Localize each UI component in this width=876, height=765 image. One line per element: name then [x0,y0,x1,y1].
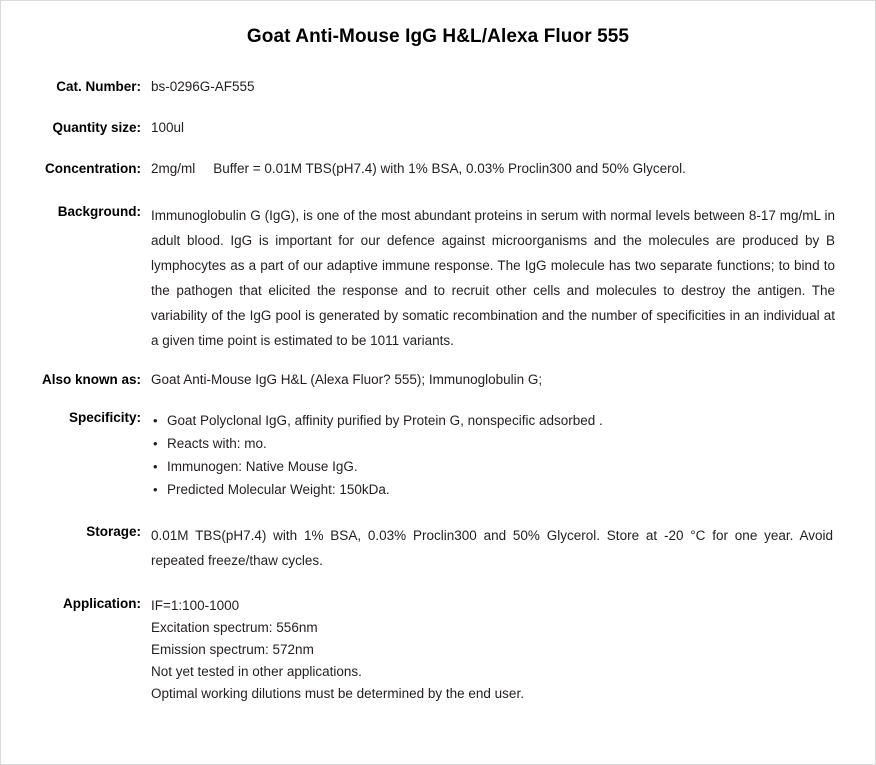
label-specificity: Specificity: [68,410,141,425]
value-concentration [151,160,855,178]
list-item: • Immunogen: Native Mouse IgG. [151,455,855,478]
specificity-list [151,409,855,501]
field-row-specificity [11,409,855,501]
application-line: Not yet tested in other applications. [151,664,362,679]
field-row-application [11,595,855,705]
field-row-storage [11,523,855,573]
value-storage: 0.01M TBS(pH7.4) with 1% BSA, 0.03% Proclin300 and 50% Glycerol. Store at -20 °C for one year. Avoid repeated freeze/thaw cycles. [151,528,833,568]
field-list [1,78,875,705]
value-background: Immunoglobulin G (IgG), is one of the most abundant proteins in serum with normal levels between 8-17 mg/mL in adult blood. IgG is important for our defence against microorganisms and the molecules are produced by B lymphocytes as a part of our adaptive immune response. The IgG molecule has two separate functions; to bind to the pathogen that elicited the response and to recruit other cells and molecules to destroy the antigen. The variability of the IgG pool is generated by somatic recombination and the number of specificities in an individual at a given time point is estimated to be 1011 variants. [151,208,835,348]
application-line: Emission spectrum: 572nm [151,642,314,657]
label-application: Application: [63,596,141,611]
page-title: Goat Anti-Mouse IgG H&L/Alexa Fluor 555 [246,26,630,47]
field-row-concentration [11,160,855,178]
value-application [151,595,855,705]
field-row-cat-number [11,78,855,96]
label-cat-number: Cat. Number: [56,79,141,94]
value-quantity-size: 100ul [151,120,185,135]
label-storage: Storage: [86,524,141,539]
label-quantity-size: Quantity size: [52,120,141,135]
application-line: Excitation spectrum: 556nm [151,620,318,635]
field-row-background [11,203,855,353]
application-line: IF=1:100-1000 [151,598,240,613]
list-item: • Reacts with: mo. [151,432,855,455]
value-concentration-buffer: Buffer = 0.01M TBS(pH7.4) with 1% BSA, 0.03% Proclin300 and 50% Glycerol. [213,161,686,176]
label-concentration: Concentration: [45,161,141,176]
field-row-quantity-size [11,119,855,137]
label-also-known-as: Also known as: [41,372,141,387]
value-specificity [151,409,855,501]
label-background: Background: [57,204,141,219]
field-row-also-known-as [11,371,855,389]
value-also-known-as: Goat Anti-Mouse IgG H&L (Alexa Fluor? 555); Immunoglobulin G; [151,372,543,387]
list-item: • Goat Polyclonal IgG, affinity purified by Protein G, nonspecific adsorbed . [151,409,855,432]
value-cat-number: bs-0296G-AF555 [151,79,255,94]
application-line: Optimal working dilutions must be determined by the end user. [151,686,524,701]
list-item: • Predicted Molecular Weight: 150kDa. [151,478,855,501]
value-concentration-amount: 2mg/ml [151,161,196,176]
